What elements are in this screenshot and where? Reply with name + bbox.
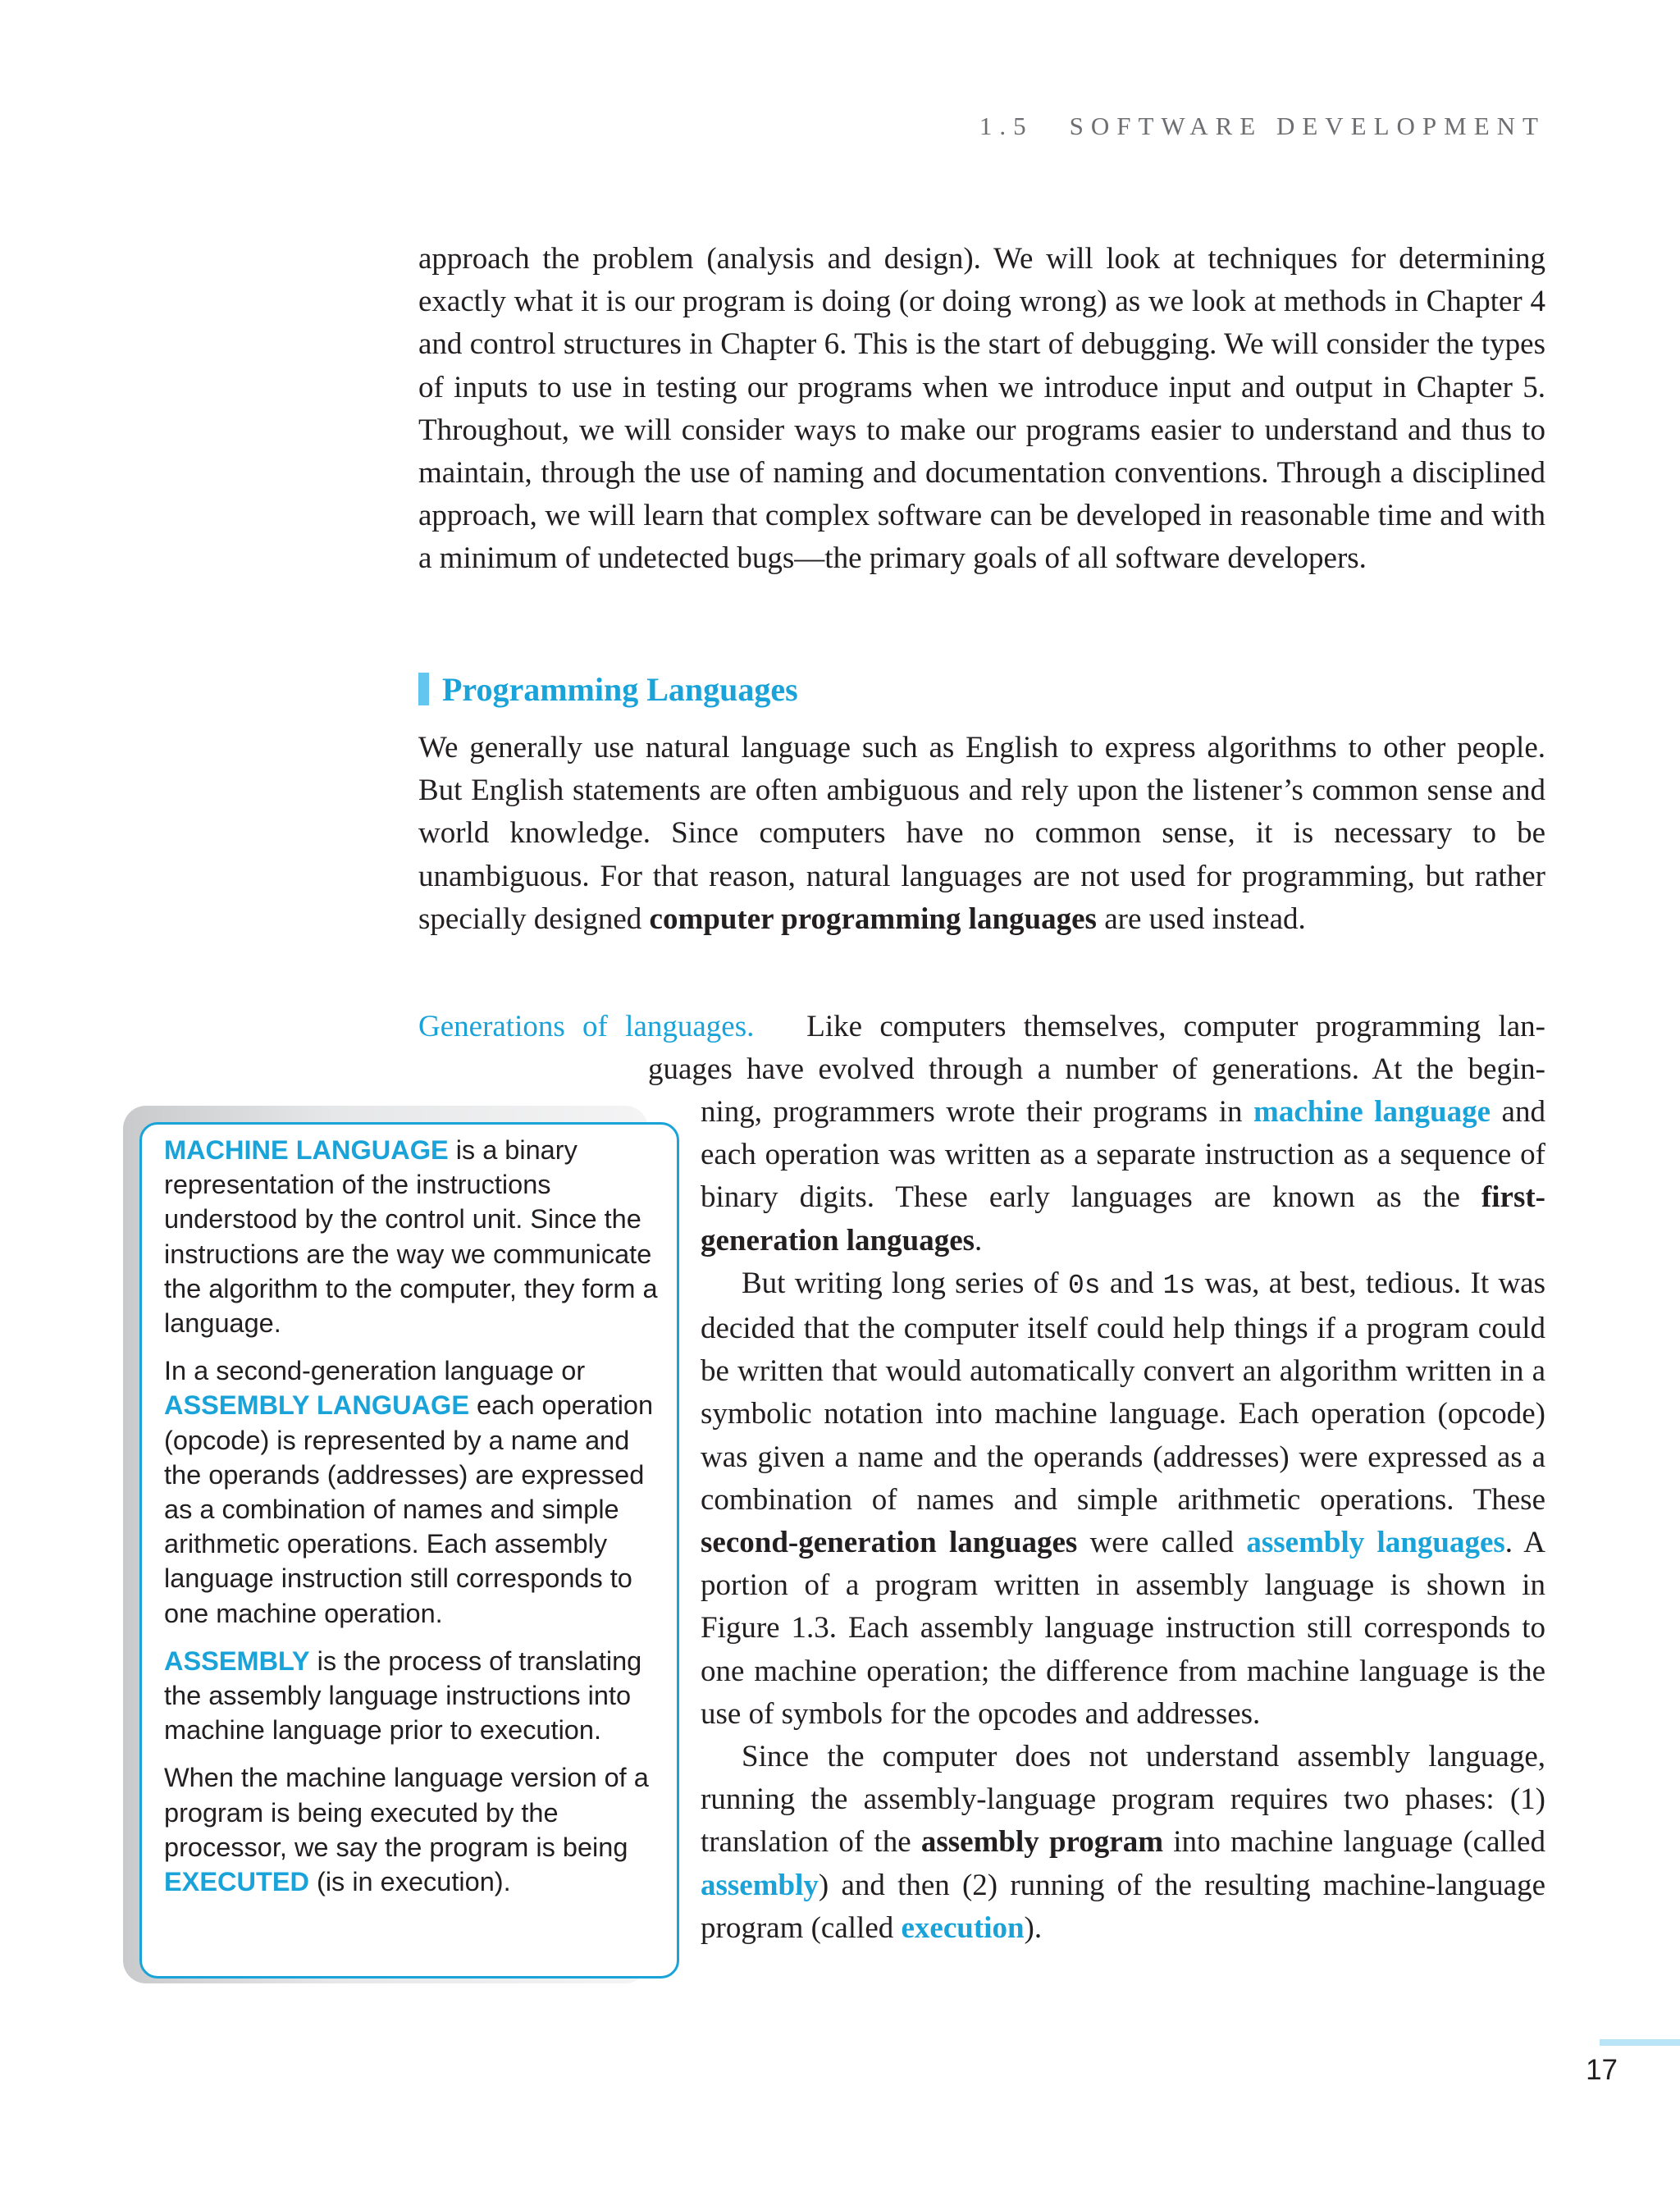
gen-p2-and: and [1100, 1266, 1163, 1300]
note-1-text: is a binary representation of the instructions understood by the control unit. Since the instructions are the way we communicate the algorithm to the computer, they form a language. [164, 1135, 658, 1339]
margin-note [139, 1122, 679, 1979]
running-head-section-title: SOFTWARE DEVELOPMENT [1069, 112, 1545, 140]
running-head-section-number: 1.5 [979, 112, 1034, 140]
languages-paragraph [418, 727, 1545, 941]
languages-text-before: We generally use natural language such as English to express algorithms to other people. But English statements are often ambiguous and rely upon the listener’s common sense and world knowledge. Since computers have no common sense, it is necessary to be unambiguous. For that reason, natural languages are not used for programming, but rather specially designed [418, 731, 1545, 936]
gen-p3-start: Since the computer does not understand assembly language, running the assembly-language program requires two phases: (1) translation of the [701, 1740, 1545, 1860]
section-heading [418, 669, 798, 711]
note-2-before: In a second-generation language or [164, 1356, 586, 1386]
gen-p2-end: . A portion of a program written in assembly language is shown in Figure 1.3. Each assembly language instruction still corresponds to one machine operation; the difference from machine language is the use of symbols for the opcodes and addresses. [701, 1526, 1545, 1731]
note-term-assembly-language: ASSEMBLY LANGUAGE [164, 1390, 470, 1421]
term-assembly: assembly [701, 1868, 819, 1902]
gen-p2-mid: was, at best, tedious. It was decided that the computer itself could help things if a program could be written that would automatically convert an algorithm written in a symbolic notation into machine language. Each operation (opcode) was given a name and the operands (addresses) were expressed as a combination of names and simple arithmetic operations. These [701, 1266, 1545, 1517]
page-number: 17 [1586, 2054, 1618, 2086]
note-3-text: is the process of translating the assembly language instructions into machine language prior to execution. [164, 1645, 642, 1746]
heading-bar-icon [418, 673, 429, 705]
gen-p3-end: ). [1024, 1910, 1043, 1945]
gen-p3-mid: into machine language (called [1163, 1825, 1545, 1860]
note-term-machine-language: MACHINE LANGUAGE [164, 1135, 449, 1165]
note-4-after: (is in execution). [308, 1867, 511, 1897]
term-execution: execution [901, 1910, 1025, 1945]
section-heading-text: Programming Languages [442, 671, 798, 708]
note-4-before: When the machine language version of a program is being executed by the processor, we say the program is being [164, 1763, 649, 1862]
generations-line-1 [418, 1006, 1545, 1048]
term-assembly-languages: assembly languages [1246, 1526, 1505, 1560]
note-executed [164, 1760, 660, 1899]
note-assembly-language [164, 1353, 660, 1631]
note-2-after: each operation (opcode) is represented by a name and the operands (addresses) are expressed as a combination of names and simple arithmetic operations. Each assembly language instruction still corresponds to one machine operation. [164, 1390, 654, 1628]
note-machine-language [164, 1133, 660, 1340]
generations-paragraph-1 [701, 1091, 1545, 1262]
note-term-assembly: ASSEMBLY [164, 1645, 310, 1676]
intro-paragraph: approach the problem (analysis and design). We will look at techniques for determining exactly what it is our program is doing (or doing wrong) as we look at methods in Chapter 4 and control structures in Chapter 6. This is the start of debugging. We will consider the types of inputs to use in testing our programs when we introduce input and output in Chapter 5. Throughout, we will consider ways to make our programs easier to understand and thus to maintain, through the use of naming and documentation conventions. Through a disciplined approach, we will learn that complex software can be developed in reasonable time and with a minimum of undetected bugs—the primary goals of all software developers. [418, 242, 1545, 576]
note-term-executed: EXECUTED [164, 1867, 309, 1897]
languages-text-after: are used instead. [1096, 901, 1306, 936]
gen-p1-start: ning, programmers wrote their programs in [701, 1095, 1254, 1129]
gen-p3-mid2: ) and then (2) running of the resulting machine-language program (called [701, 1868, 1545, 1945]
term-second-generation-languages: second-generation languages [701, 1526, 1078, 1560]
term-first-generation-languages: first-generation languages [701, 1180, 1545, 1257]
code-ones: 1s [1162, 1270, 1196, 1301]
generations-line-2: guages have evolved through a number of generations. At the begin- [648, 1052, 1545, 1086]
code-zeros: 0s [1067, 1270, 1101, 1301]
gen-p2-start: But writing long series of [742, 1266, 1068, 1300]
runin-heading: Generations of languages. [418, 1010, 755, 1043]
note-assembly [164, 1644, 660, 1748]
generations-line-1-rest: Like computers themselves, computer programming lan- [806, 1010, 1545, 1043]
term-computer-programming-languages: computer programming languages [649, 901, 1097, 936]
folio-rule [1600, 2039, 1680, 2046]
running-head [979, 112, 1545, 141]
term-assembly-program: assembly program [920, 1825, 1164, 1860]
generations-paragraph-3 [701, 1736, 1545, 1950]
generations-paragraph-2 [701, 1262, 1545, 1736]
gen-p2-were-called: were called [1077, 1526, 1247, 1560]
gen-p1-end: . [975, 1223, 983, 1257]
generations-column [701, 1091, 1545, 1950]
gen-p1-mid: and each operation was written as a separate instruction as a sequence of binary digits. These early languages are known as the [701, 1095, 1545, 1215]
term-machine-language: machine language [1253, 1095, 1491, 1129]
